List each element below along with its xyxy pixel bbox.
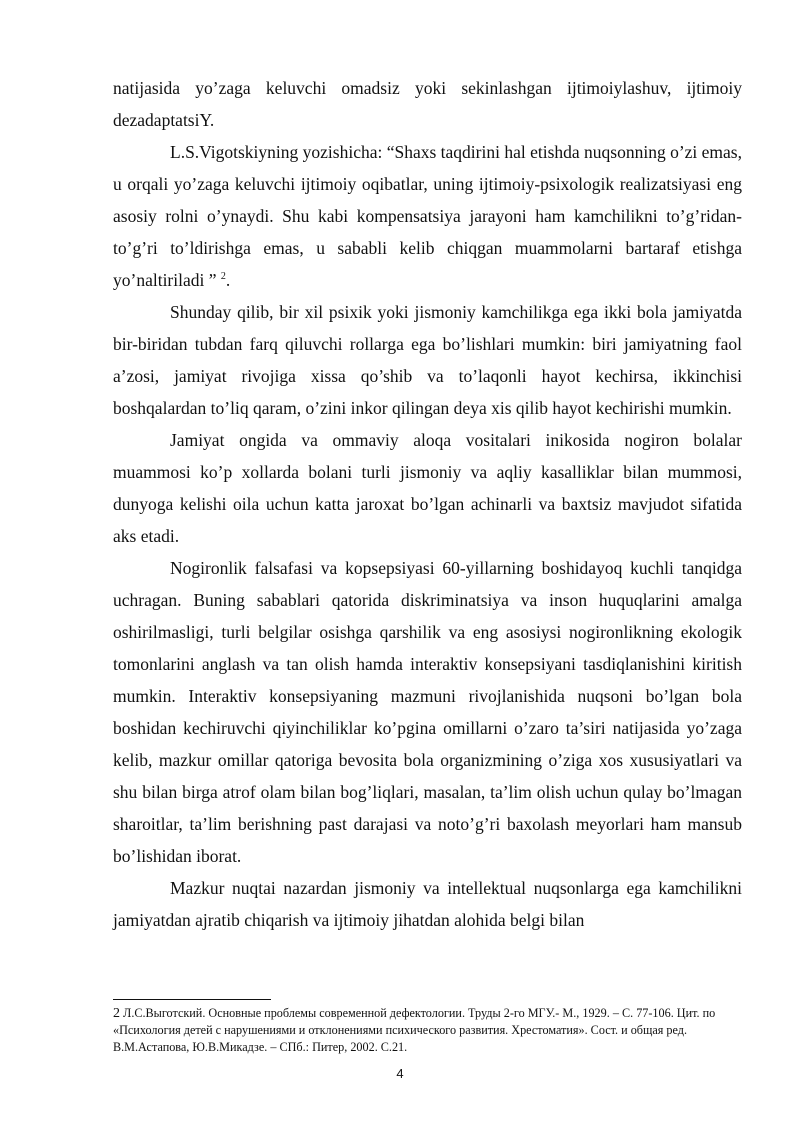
page-number: 4	[396, 1066, 404, 1081]
paragraph-disability-philosophy: Nogironlik falsafasi va kopsepsiyasi 60-yillarning boshidayoq kuchli tanqidga uchragan. Buning sabablari qatorida diskriminatsiya va inson huquqlarini amalga oshirilmasligi, turli belgilar osishga qarshilik va eng asosiysi nogironlikning ekologik tomonlarini anglash va tan olish hamda interaktiv konsepsiyani tasdiqlanishini kiritish mumkin. Interaktiv konsepsiyaning mazmuni rivojlanishida nuqsoni bo’lgan bola boshidan kechiruvchi qiyinchiliklar ko’pgina omillarni o’zaro ta’siri natijasida yo’zaga kelib, mazkur omillar qatoriga bevosita bola organizmining o’ziga xos xususiyatlari va shu bilan birga atrof olam bilan bog’liqlari, masalan, ta’lim olish uchun qulay bo’lmagan sharoitlar, ta’lim berishning past darajasi va noto’g’ri baxolash meyorlari ham mansub bo’lishidan iborat.	[113, 558, 742, 866]
paragraph-two-children: Shunday qilib, bir xil psixik yoki jismoniy kamchilikga ega ikki bola jamiyatda bir-biridan tubdan farq qiluvchi rollarga ega bo’lishlari mumkin: biri jamiyatning faol a’zosi, jamiyat rivojiga xissa qo’shib va to’laqonli hayot kechirsa, ikkinchisi boshqalardan to’liq qaram, o’zini inkor qilingan deya xis qilib hayot kechirishi mumkin.	[113, 302, 742, 418]
footnote-number: 2	[113, 1006, 120, 1021]
quote-text: L.S.Vigotskiyning yozishicha: “Shaxs taqdirini hal etishda nuqsonning o’zi emas, u orqali yo’zaga keluvchi ijtimoiy oqibatlar, uning ijtimoiy-psixologik realizatsiyasi eng asosiy rolni o’ynaydi. Shu kabi kompensatsiya jarayoni ham kamchilikni to’g’ridan-to’g’ri to’ldirishga emas, u sababli kelib chiqgan muammolarni bartaraf etishga yo’naltiriladi ”	[113, 142, 742, 290]
paragraph-continuation: natijasida yo’zaga keluvchi omadsiz yoki sekinlashgan ijtimoiylashuv, ijtimoiy dezadaptatsiY.	[113, 78, 742, 130]
footnote-reference[interactable]: 2	[220, 271, 226, 283]
paragraph-viewpoint: Mazkur nuqtai nazardan jismoniy va intellektual nuqsonlarga ega kamchilikni jamiyatdan ajratib chiqarish va ijtimoiy jihatdan alohida belgi bilan	[113, 878, 742, 930]
footnote-separator	[113, 999, 271, 1000]
footnote-reference-suffix: .	[225, 270, 231, 290]
body-text	[113, 72, 742, 936]
paragraph-society-perception: Jamiyat ongida va ommaviy aloqa vositalari inikosida nogiron bolalar muammosi ko’p xollarda bolani turli jismoniy va aqliy kasalliklar bilan mummosi, dunyoga kelishi oila uchun katta jaroxat bo’lgan achinarli va baxtsiz mavjudot sifatida aks etadi.	[113, 430, 742, 546]
footnote	[113, 1005, 742, 1056]
footnote-text: Л.С.Выготский. Основные проблемы современной дефектологии. Труды 2-го МГУ.- М., 1929. – С. 77-106. Цит. по «Психология детей с нарушениями и отклонениями психического развития. Хрестоматия». Сост. и общая ред. В.М.Астапова, Ю.В.Микадзе. – СПб.: Питер, 2002. С.21.	[113, 1006, 716, 1054]
paragraph-vigotskiy-quote	[113, 136, 742, 296]
